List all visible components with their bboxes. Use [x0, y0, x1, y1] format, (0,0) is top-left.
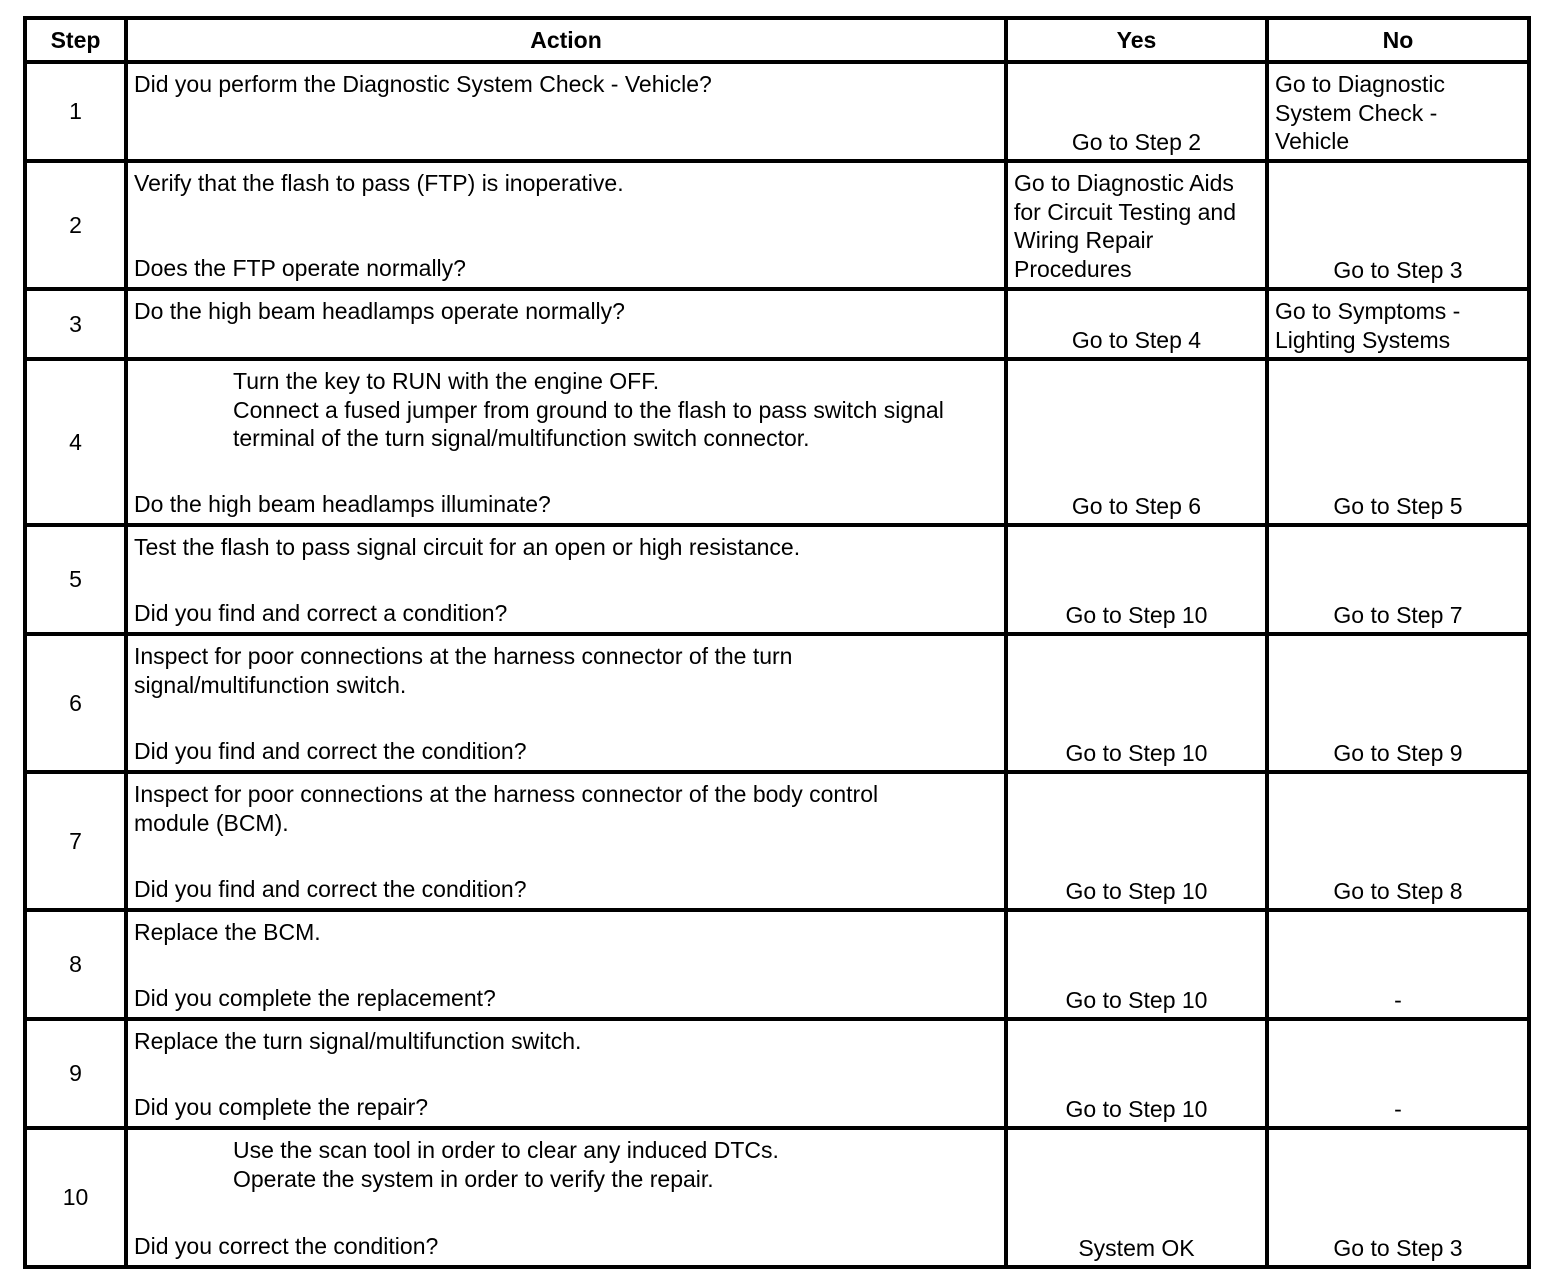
- action-cell: [126, 525, 1006, 634]
- no-cell: [1267, 62, 1529, 161]
- action-cell: [126, 1019, 1006, 1128]
- action-question: Did you complete the repair?: [134, 1094, 429, 1121]
- action-text: Inspect for poor connections at the harness connector of the turn signal/multifunction switch.: [134, 643, 793, 698]
- action-text: Did you perform the Diagnostic System Check - Vehicle?: [134, 71, 712, 97]
- table-row: [25, 1128, 1529, 1267]
- action-steps: [134, 1136, 998, 1193]
- yes-cell: [1006, 161, 1267, 289]
- table-row: [25, 289, 1529, 359]
- action-text: Turn the key to RUN with the engine OFF.: [233, 368, 660, 394]
- step-number: 4: [25, 359, 126, 525]
- no-cell: Go to Step 5: [1267, 359, 1529, 525]
- yes-text: Go to Diagnostic Aids for Circuit Testing and Wiring Repair Procedures: [1014, 170, 1237, 282]
- header-row: [25, 18, 1529, 62]
- step-number: 3: [25, 289, 126, 359]
- no-cell: Go to Step 3: [1267, 1128, 1529, 1267]
- action-question: Did you find and correct the condition?: [134, 738, 527, 765]
- action-text: Inspect for poor connections at the harness connector of the body control module (BCM).: [134, 781, 879, 836]
- action-cell: [126, 289, 1006, 359]
- no-cell: -: [1267, 1019, 1529, 1128]
- action-text: Test the flash to pass signal circuit for an open or high resistance.: [134, 534, 801, 560]
- table-row: [25, 910, 1529, 1019]
- action-cell: [126, 910, 1006, 1019]
- yes-cell: Go to Step 10: [1006, 1019, 1267, 1128]
- action-cell: [126, 772, 1006, 910]
- action-text: Use the scan tool in order to clear any induced DTCs.: [233, 1137, 779, 1163]
- yes-cell: Go to Step 2: [1006, 62, 1267, 161]
- no-text: Go to Diagnostic System Check - Vehicle: [1275, 71, 1446, 155]
- action-text: Replace the turn signal/multifunction switch.: [134, 1028, 582, 1054]
- no-cell: [1267, 289, 1529, 359]
- action-question: Did you find and correct a condition?: [134, 600, 508, 627]
- action-cell: [126, 359, 1006, 525]
- action-cell: [126, 62, 1006, 161]
- diagnostic-table: [23, 16, 1531, 1269]
- action-question: Do the high beam headlamps illuminate?: [134, 491, 551, 518]
- step-number: 6: [25, 634, 126, 772]
- action-cell: [126, 161, 1006, 289]
- header-action: Action: [126, 18, 1006, 62]
- action-text: Replace the BCM.: [134, 919, 321, 945]
- table-row: [25, 634, 1529, 772]
- step-number: 2: [25, 161, 126, 289]
- action-text: Verify that the flash to pass (FTP) is inoperative.: [134, 170, 624, 196]
- yes-cell: Go to Step 6: [1006, 359, 1267, 525]
- table-row: [25, 359, 1529, 525]
- step-number: 10: [25, 1128, 126, 1267]
- yes-cell: Go to Step 10: [1006, 772, 1267, 910]
- table-row: [25, 525, 1529, 634]
- action-text: Operate the system in order to verify the repair.: [233, 1165, 714, 1192]
- no-cell: Go to Step 8: [1267, 772, 1529, 910]
- step-number: 9: [25, 1019, 126, 1128]
- action-text: Connect a fused jumper from ground to the flash to pass switch signal terminal of the turn signal/multifunction switch connector.: [233, 396, 944, 452]
- table-row: [25, 62, 1529, 161]
- table-row: [25, 161, 1529, 289]
- header-yes: Yes: [1006, 18, 1267, 62]
- yes-cell: Go to Step 10: [1006, 525, 1267, 634]
- action-steps: [134, 367, 998, 453]
- no-cell: Go to Step 3: [1267, 161, 1529, 289]
- step-number: 5: [25, 525, 126, 634]
- yes-cell: Go to Step 10: [1006, 634, 1267, 772]
- step-number: 8: [25, 910, 126, 1019]
- step-number: 7: [25, 772, 126, 910]
- action-text: Do the high beam headlamps operate normally?: [134, 298, 625, 324]
- header-step: Step: [25, 18, 126, 62]
- action-cell: [126, 634, 1006, 772]
- no-cell: Go to Step 7: [1267, 525, 1529, 634]
- header-no: No: [1267, 18, 1529, 62]
- no-cell: Go to Step 9: [1267, 634, 1529, 772]
- no-cell: -: [1267, 910, 1529, 1019]
- table-row: [25, 772, 1529, 910]
- action-cell: [126, 1128, 1006, 1267]
- action-question: Does the FTP operate normally?: [134, 255, 466, 282]
- yes-cell: Go to Step 4: [1006, 289, 1267, 359]
- table-row: [25, 1019, 1529, 1128]
- action-question: Did you correct the condition?: [134, 1233, 439, 1260]
- step-number: 1: [25, 62, 126, 161]
- yes-cell: Go to Step 10: [1006, 910, 1267, 1019]
- no-text: Go to Symptoms - Lighting Systems: [1275, 298, 1461, 353]
- yes-cell: System OK: [1006, 1128, 1267, 1267]
- action-question: Did you find and correct the condition?: [134, 876, 527, 903]
- action-question: Did you complete the replacement?: [134, 985, 496, 1012]
